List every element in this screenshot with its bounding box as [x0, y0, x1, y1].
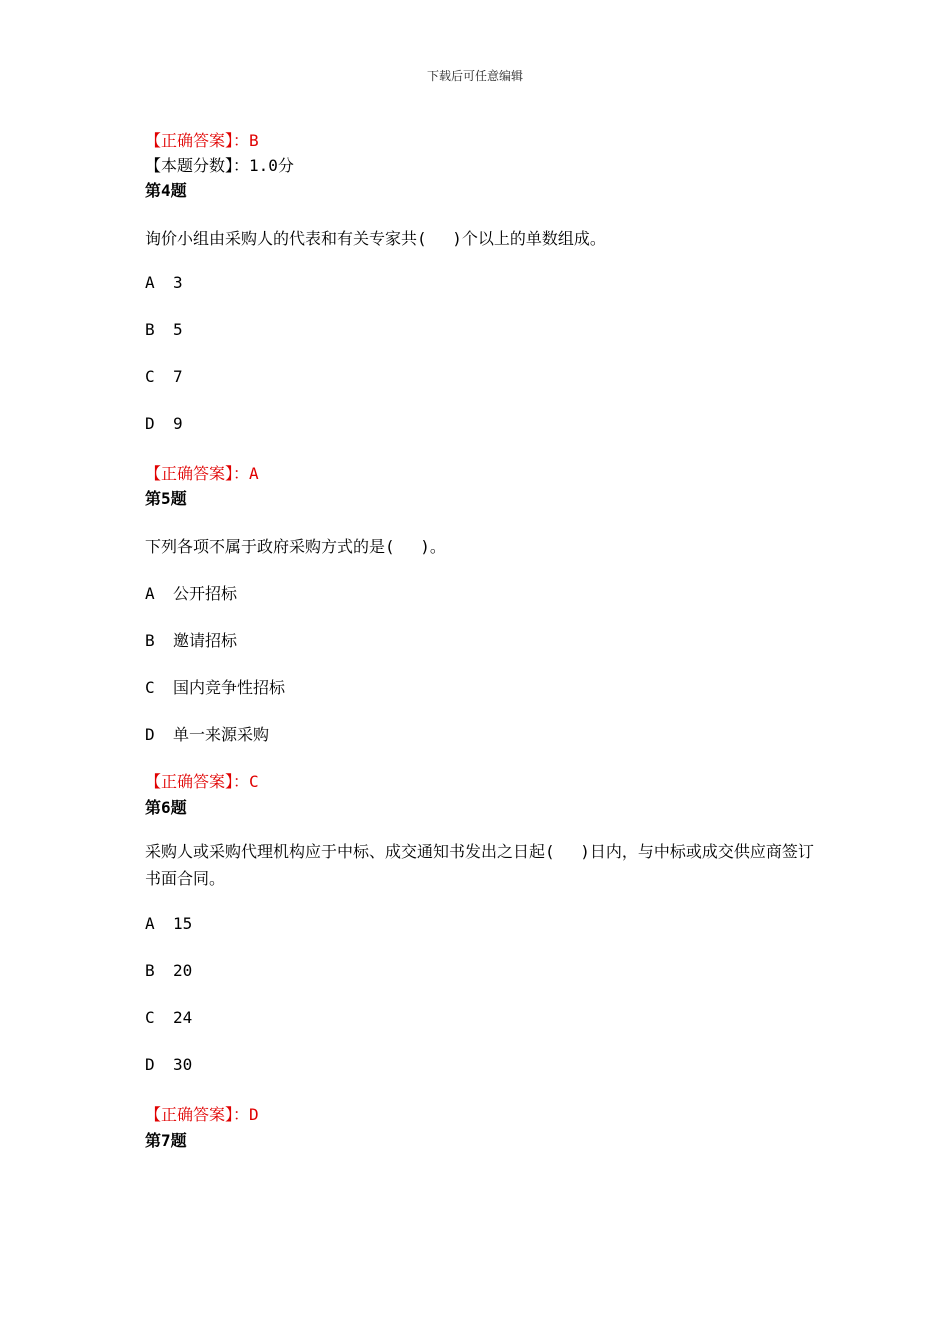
question-text: 下列各项不属于政府采购方式的是( )。 [145, 537, 446, 556]
option [145, 961, 192, 980]
option-text: 邀请招标 [173, 631, 238, 650]
option-text: 3 [173, 273, 183, 292]
option-letter: C [145, 678, 155, 697]
option-letter: B [145, 320, 155, 339]
option [145, 1055, 192, 1074]
option-text: 国内竞争性招标 [173, 678, 286, 697]
option-text: 7 [173, 367, 183, 386]
option-letter: D [145, 725, 155, 744]
option-text: 9 [173, 414, 183, 433]
option [145, 628, 237, 651]
option-text: 20 [173, 961, 193, 980]
option-letter: A [145, 914, 155, 933]
score-label: 【本题分数】：1.0分 [145, 156, 294, 175]
question-text: 采购人或采购代理机构应于中标、成交通知书发出之日起( )日内，与中标或成交供应商签订书面合同。 [145, 842, 814, 888]
option-text: 公开招标 [173, 584, 238, 603]
option-letter: B [145, 631, 155, 650]
option [145, 320, 183, 339]
option-letter: D [145, 414, 155, 433]
option-letter: A [145, 273, 155, 292]
option-text: 5 [173, 320, 183, 339]
page-header: 下载后可任意编辑 [426, 69, 523, 83]
question-title: 第6题 [145, 798, 187, 817]
option [145, 367, 183, 386]
option-letter: C [145, 1008, 155, 1027]
option-letter: D [145, 1055, 155, 1074]
answer-label: 【正确答案】：B [145, 131, 259, 150]
option-text: 30 [173, 1055, 193, 1074]
question-title: 第7题 [145, 1131, 187, 1150]
option [145, 1008, 192, 1027]
option-letter: C [145, 367, 155, 386]
option [145, 273, 183, 292]
option [145, 914, 192, 933]
option [145, 581, 237, 604]
option-letter: A [145, 584, 155, 603]
option-text: 24 [173, 1008, 193, 1027]
question-text: 询价小组由采购人的代表和有关专家共( )个以上的单数组成。 [145, 229, 606, 248]
option-letter: B [145, 961, 155, 980]
option [145, 414, 183, 433]
answer-label: 【正确答案】：C [145, 772, 259, 791]
answer-label: 【正确答案】：D [145, 1105, 259, 1124]
option-text: 15 [173, 914, 193, 933]
answer-label: 【正确答案】：A [145, 464, 259, 483]
question-title: 第4题 [145, 181, 187, 200]
question-title: 第5题 [145, 489, 187, 508]
option [145, 722, 269, 745]
option-text: 单一来源采购 [173, 725, 270, 744]
option [145, 675, 285, 698]
